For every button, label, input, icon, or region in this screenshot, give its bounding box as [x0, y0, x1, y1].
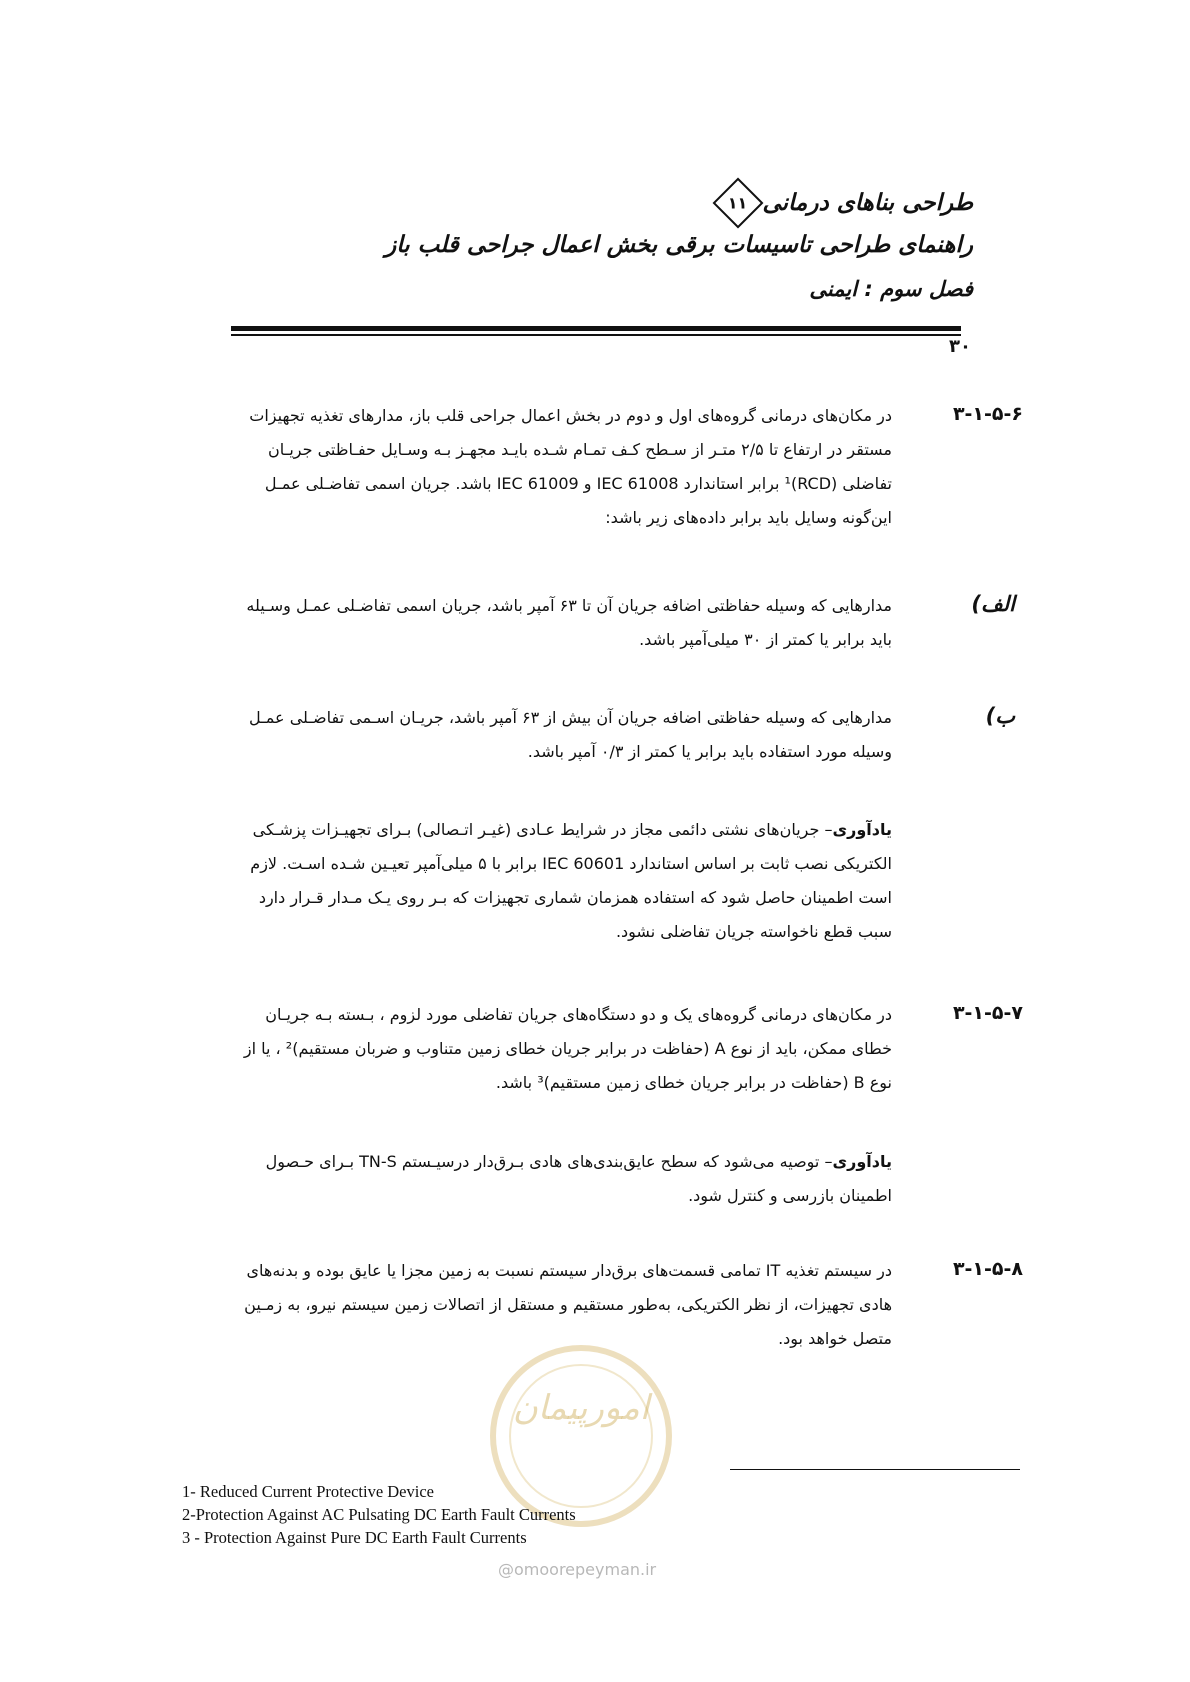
text-line: در سیستم تغذیه IT تمامی قسمت‌های برق‌دار سیستم نسبت به زمین مجزا یا عایق بوده و بدنه‌های: [246, 1261, 892, 1280]
text-line: در مکان‌های درمانی گروه‌های یک و دو دستگاه‌های جریان تفاضلی مورد لزوم ، بـسته بـه جریـان: [265, 1005, 892, 1024]
chapter-title: فصل سوم : ایمنی: [809, 277, 973, 301]
watermark-logo-text: امورپیمان: [512, 1388, 650, 1428]
section-3-1-5-8-text: [170, 1254, 892, 1356]
header-rule-thin: [231, 334, 961, 336]
text-line: سبب قطع ناخواسته جریان تفاضلی نشود.: [615, 922, 892, 941]
footnotes: [182, 1480, 576, 1549]
section-3-1-5-6-text: [170, 399, 892, 535]
header-title-line2: راهنمای طراحی تاسیسات برقی بخش اعمال جراحی قلب باز: [385, 232, 973, 258]
text-line: باید برابر یا کمتر از ۳۰ میلی‌آمپر باشد.: [639, 630, 892, 649]
item-label-be: ب): [985, 704, 1015, 728]
item-label-alef: الف): [971, 592, 1015, 616]
note-1: [170, 813, 892, 949]
text-line: متصل خواهد بود.: [778, 1329, 892, 1348]
footnote-2: 2-Protection Against AC Pulsating DC Earth Fault Currents: [182, 1505, 576, 1524]
footnote-rule: [730, 1469, 1020, 1470]
note-text: – توصیه می‌شود که سطح عایق‌بندی‌های هادی بـرق‌دار درسیـستم TN-S بـرای حـصول: [265, 1152, 833, 1171]
text-line: تفاضلی (RCD)¹ برابر استاندارد IEC 61008 و IEC 61009 باشد. جریان اسمی تفاضـلی عمـل: [264, 474, 892, 493]
text-line: وسیله مورد استفاده باید برابر یا کمتر از ۰/۳ آمپر باشد.: [527, 742, 892, 761]
text-line: این‌گونه وسایل باید برابر داده‌های زیر باشد:: [605, 508, 892, 527]
text-line: [170, 813, 892, 847]
text-line: الکتریکی نصب ثابت بر اساس استاندارد IEC 60601 برابر با ۵ میلی‌آمپر تعیـین شـده اسـت. لازم: [250, 854, 892, 873]
text-line: اطمینان بازرسی و کنترل شود.: [688, 1186, 892, 1205]
text-line: هادی تجهیزات، از نظر الکتریکی، به‌طور مستقیم و مستقل از اتصالات زمین سیستم نیرو، به زمـین: [244, 1295, 892, 1314]
text-line: در مکان‌های درمانی گروه‌های اول و دوم در بخش اعمال جراحی قلب باز، مدارهای تغذیه تجهیزات: [249, 406, 892, 425]
section-3-1-5-7-text: [170, 998, 892, 1100]
text-line: مدارهایی که وسیله حفاظتی اضافه جریان آن تا ۶۳ آمپر باشد، جریان اسمی تفاضـلی عمـل وسـیله: [246, 596, 892, 615]
text-line: است اطمینان حاصل شود که استفاده همزمان شماری تجهیزات که بـر روی یـک مـدار قـرار دارد: [258, 888, 892, 907]
item-alef-text: [170, 589, 892, 657]
header-rule-thick: [231, 326, 961, 331]
text-line: خطای ممکن، باید از نوع A (حفاظت در برابر جریان خطای زمین متناوب و ضربان مستقیم)² ، یا از: [243, 1039, 892, 1058]
note-label: یادآوری: [832, 1152, 892, 1171]
item-be-text: [170, 701, 892, 769]
text-line: مستقر در ارتفاع تا ۲/۵ متـر از سـطح کـف تمـام شـده بایـد مجهـز بـه وسـایل حفـاظتی جریـان: [268, 440, 892, 459]
volume-number: ۱۱: [728, 193, 749, 213]
series-title: طراحی بناهای درمانی: [762, 190, 973, 216]
page-number: ۳۰: [949, 336, 971, 357]
text-line: نوع B (حفاظت در برابر جریان خطای زمین مستقیم)³ باشد.: [495, 1073, 892, 1092]
section-number-3-1-5-7: ۳-۱-۵-۷: [952, 1002, 1023, 1024]
note-2: [170, 1145, 892, 1213]
footnote-3: 3 - Protection Against Pure DC Earth Fault Currents: [182, 1528, 527, 1547]
volume-diamond-icon: [713, 178, 764, 229]
section-number-3-1-5-6: ۳-۱-۵-۶: [952, 403, 1023, 425]
footnote-1: 1- Reduced Current Protective Device: [182, 1482, 434, 1501]
text-line: [170, 1145, 892, 1179]
note-label: یادآوری: [832, 820, 892, 839]
note-text: – جریان‌های نشتی دائمی مجاز در شرایط عـادی (غیـر اتـصالی) بـرای تجهیـزات پزشـکی: [252, 820, 833, 839]
section-number-3-1-5-8: ۳-۱-۵-۸: [952, 1258, 1023, 1280]
header-title-line1: [720, 185, 973, 221]
watermark-url: @omoorepeyman.ir: [498, 1560, 657, 1579]
text-line: مدارهایی که وسیله حفاظتی اضافه جریان آن بیش از ۶۳ آمپر باشد، جریـان اسـمی تفاضـلی عمـل: [249, 708, 892, 727]
